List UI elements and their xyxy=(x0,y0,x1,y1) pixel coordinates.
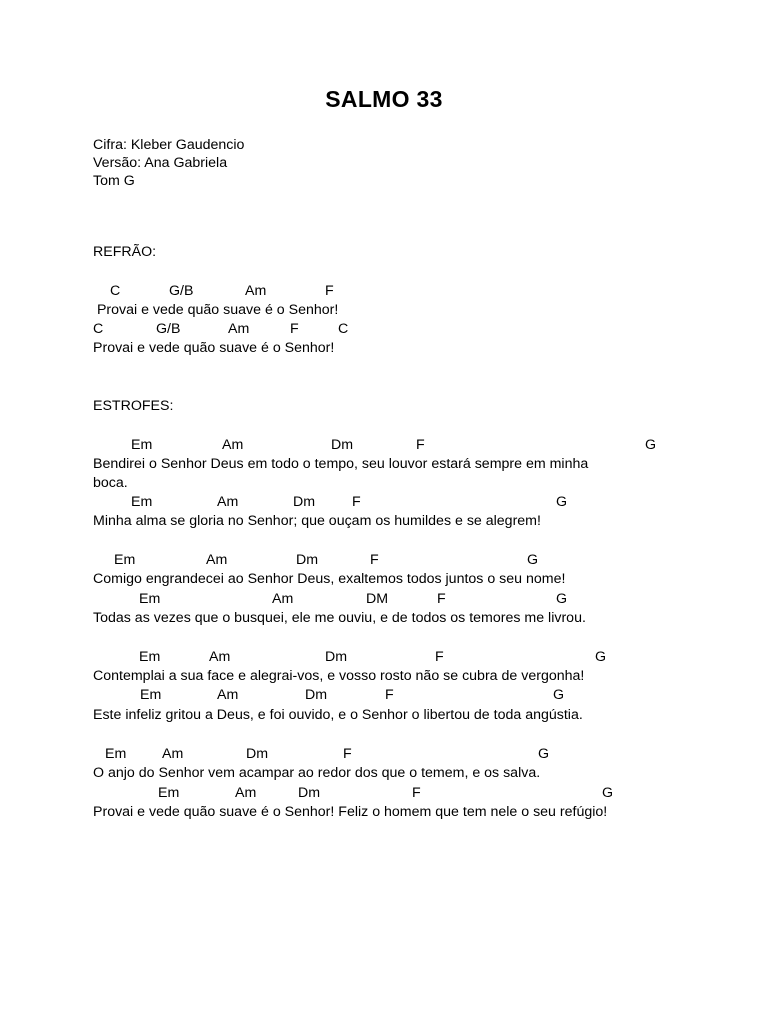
chord: Em xyxy=(140,687,162,703)
lyric-line: Provai e vede quão suave é o Senhor! Feliz o homem que tem nele o seu refúgio! xyxy=(93,804,608,820)
lyric-line: Comigo engrandecei ao Senhor Deus, exaltemos todos juntos o seu nome! xyxy=(93,571,566,587)
meta-tom: Tom G xyxy=(93,173,135,189)
chord: F xyxy=(325,283,334,299)
chord: Am xyxy=(206,552,228,568)
chord: Am xyxy=(162,746,184,762)
chord: Dm xyxy=(298,785,321,801)
chord-line-r1 xyxy=(0,282,768,300)
meta-versao: Versão: Ana Gabriela xyxy=(93,155,228,171)
chord: F xyxy=(370,552,379,568)
chord: G xyxy=(595,649,607,665)
chord: Dm xyxy=(325,649,348,665)
refrao-heading: REFRÃO: xyxy=(93,244,157,260)
chord: Dm xyxy=(296,552,319,568)
chord: Am xyxy=(217,494,239,510)
estrofes-heading: ESTROFES: xyxy=(93,398,174,414)
chord: Em xyxy=(139,649,161,665)
chord: Am xyxy=(245,283,267,299)
lyric-line: boca. xyxy=(93,475,128,491)
chord-line-e5 xyxy=(0,648,768,666)
chord: Dm xyxy=(246,746,269,762)
chord: F xyxy=(416,437,425,453)
chord: G xyxy=(553,687,565,703)
lyric-line: Provai e vede quão suave é o Senhor! xyxy=(93,340,335,356)
chord: Am xyxy=(209,649,231,665)
chord-line-e8 xyxy=(0,784,768,802)
chord-line-e4 xyxy=(0,590,768,608)
chord: F xyxy=(352,494,361,510)
meta-cifra: Cifra: Kleber Gaudencio xyxy=(93,137,245,153)
chord: G/B xyxy=(169,283,194,299)
chord: Dm xyxy=(331,437,354,453)
chord-line-e3 xyxy=(0,551,768,569)
lyric-line: Provai e vede quão suave é o Senhor! xyxy=(93,302,339,318)
chord-line-r2 xyxy=(0,320,768,338)
chord: F xyxy=(290,321,299,337)
chord: F xyxy=(435,649,444,665)
chord: Em xyxy=(139,591,161,607)
chord: C xyxy=(93,321,104,337)
chord: Am xyxy=(228,321,250,337)
lyric-line: O anjo do Senhor vem acampar ao redor dos que o temem, e os salva. xyxy=(93,765,541,781)
chord: F xyxy=(385,687,394,703)
chord: Dm xyxy=(293,494,316,510)
chord: Am xyxy=(235,785,257,801)
chord: F xyxy=(437,591,446,607)
chord: C xyxy=(338,321,349,337)
chord: Am xyxy=(217,687,239,703)
chord: Em xyxy=(131,437,153,453)
chord-line-e1 xyxy=(0,436,768,454)
chord: Em xyxy=(158,785,180,801)
chord: Em xyxy=(114,552,136,568)
chord: F xyxy=(343,746,352,762)
chord: G xyxy=(602,785,614,801)
chord: C xyxy=(110,283,121,299)
chord: G xyxy=(556,591,568,607)
lyric-line: Bendirei o Senhor Deus em todo o tempo, seu louvor estará sempre em minha xyxy=(93,456,589,472)
chord: G/B xyxy=(156,321,181,337)
lyric-line: Contemplai a sua face e alegrai-vos, e vosso rosto não se cubra de vergonha! xyxy=(93,668,585,684)
chord: Em xyxy=(131,494,153,510)
chord-line-e6 xyxy=(0,686,768,704)
chord: G xyxy=(556,494,568,510)
chord: G xyxy=(527,552,539,568)
chord-line-e7 xyxy=(0,745,768,763)
chord: G xyxy=(645,437,657,453)
chord: Em xyxy=(105,746,127,762)
chord: Am xyxy=(222,437,244,453)
chord: F xyxy=(412,785,421,801)
lyric-line: Minha alma se gloria no Senhor; que ouçam os humildes e se alegrem! xyxy=(93,513,541,529)
lyric-line: Este infeliz gritou a Deus, e foi ouvido, e o Senhor o libertou de toda angústia. xyxy=(93,707,583,723)
lyric-line: Todas as vezes que o busquei, ele me ouviu, e de todos os temores me livrou. xyxy=(93,610,586,626)
song-title: SALMO 33 xyxy=(325,86,443,112)
chord: G xyxy=(538,746,550,762)
chord-line-e2 xyxy=(0,493,768,511)
chord: DM xyxy=(366,591,389,607)
chord: Am xyxy=(272,591,294,607)
chord: Dm xyxy=(305,687,328,703)
